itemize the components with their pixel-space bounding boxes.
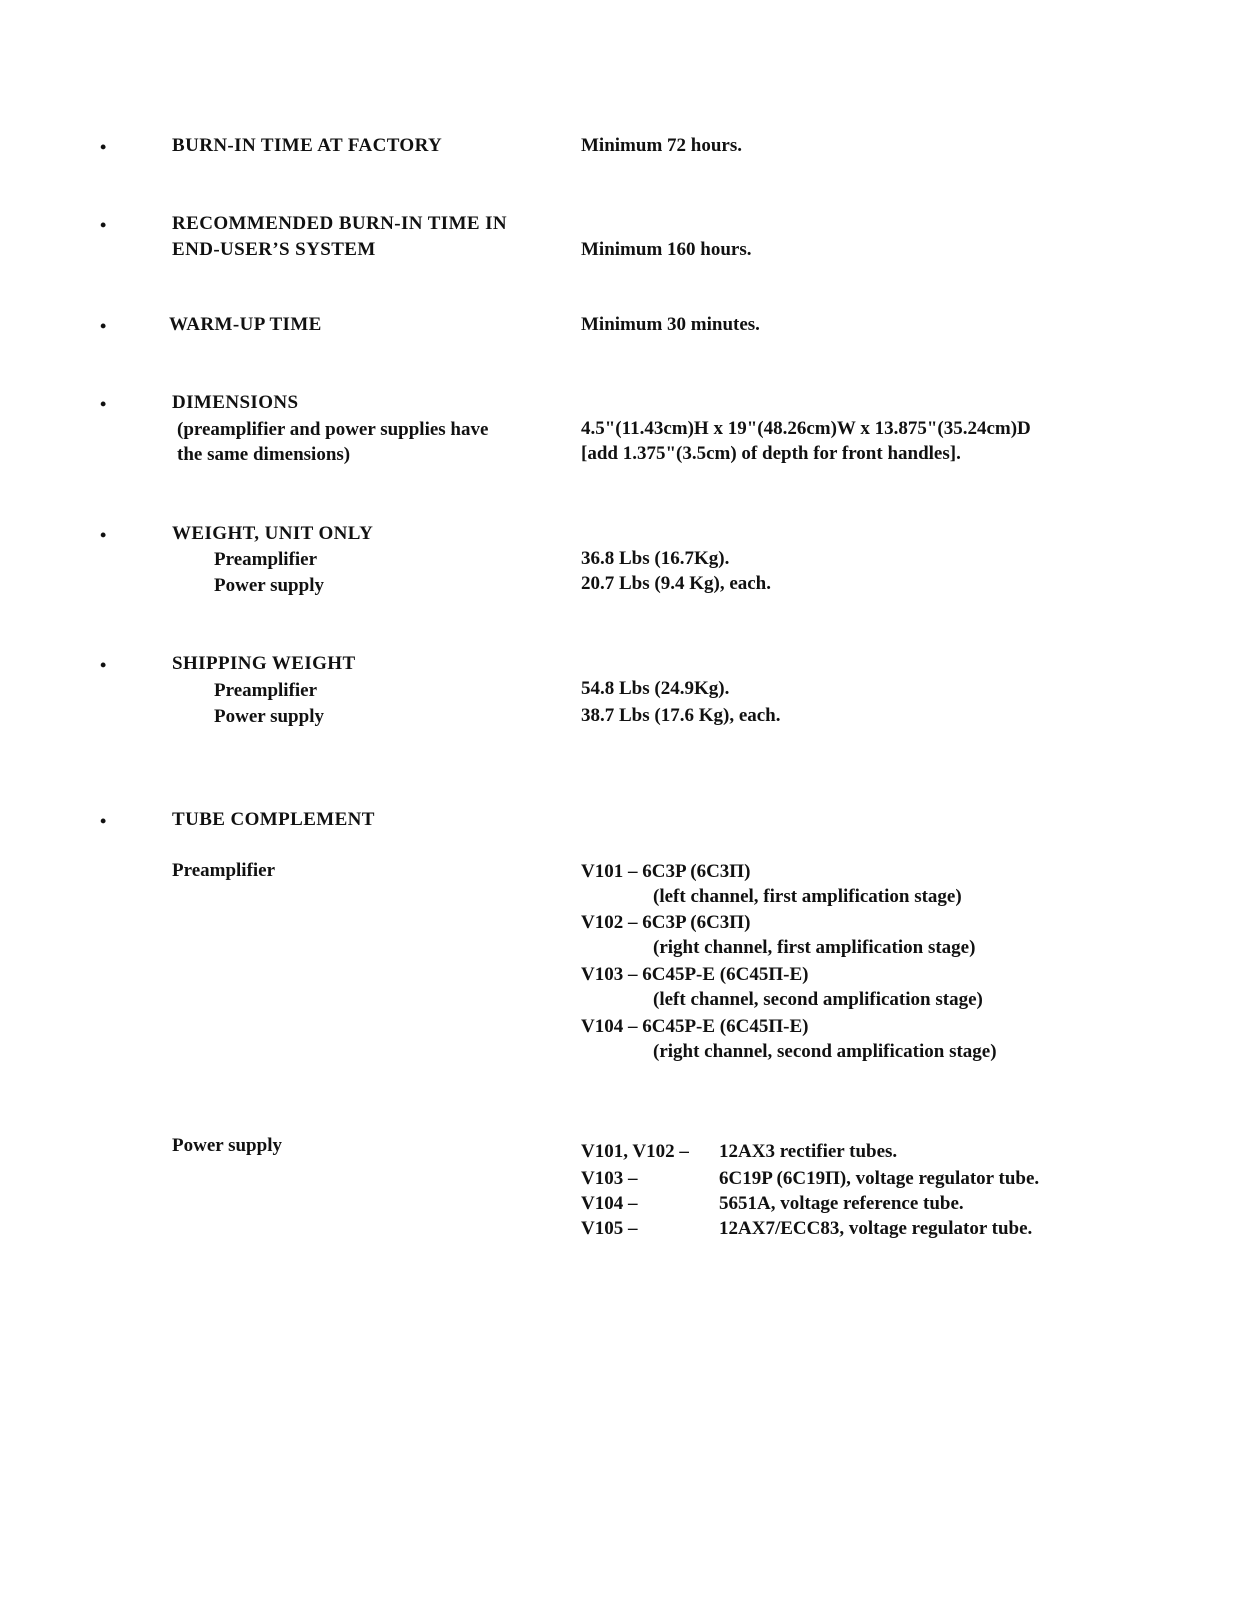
- weight-label: WEIGHT, UNIT ONLY: [172, 523, 374, 544]
- ps-tube-id: V104 –: [581, 1193, 638, 1214]
- ps-tube-desc: 12AX7/ECC83, voltage regulator tube.: [719, 1218, 1033, 1239]
- weight-preamplifier-label: Preamplifier: [214, 549, 318, 570]
- recommended-label-line1: RECOMMENDED BURN-IN TIME IN: [172, 213, 508, 234]
- pre-tube-desc: (right channel, first amplification stage): [653, 937, 976, 958]
- burn-in-value: Minimum 72 hours.: [581, 135, 742, 156]
- bullet: •: [100, 215, 107, 235]
- shipping-label: SHIPPING WEIGHT: [172, 653, 356, 674]
- dimensions-note-line1: (preamplifier and power supplies have: [177, 419, 489, 440]
- shipping-power-supply-value: 38.7 Lbs (17.6 Kg), each.: [581, 705, 781, 726]
- ps-tube-desc: 12AX3 rectifier tubes.: [719, 1141, 898, 1162]
- dimensions-label: DIMENSIONS: [172, 392, 299, 413]
- dimensions-note-line2: the same dimensions): [177, 444, 351, 465]
- ps-tube-row: [581, 1218, 1032, 1240]
- ps-tube-id: V105 –: [581, 1218, 638, 1239]
- shipping-preamplifier-value: 54.8 Lbs (24.9Kg).: [581, 678, 730, 699]
- weight-power-supply-label: Power supply: [214, 575, 324, 596]
- pre-tube-id: V101 – 6C3P (6C3П): [581, 861, 751, 882]
- tubes-label: TUBE COMPLEMENT: [172, 809, 375, 830]
- bullet: •: [100, 811, 107, 831]
- bullet: •: [100, 316, 107, 336]
- shipping-power-supply-label: Power supply: [214, 706, 324, 727]
- bullet: •: [100, 525, 107, 545]
- ps-tube-row: [581, 1193, 964, 1215]
- weight-power-supply-value: 20.7 Lbs (9.4 Kg), each.: [581, 573, 771, 594]
- ps-tube-desc: 5651A, voltage reference tube.: [719, 1193, 964, 1214]
- pre-tube-desc: (left channel, first amplification stage): [653, 886, 962, 907]
- pre-tube-id: V102 – 6C3P (6C3П): [581, 912, 751, 933]
- burn-in-label: BURN-IN TIME AT FACTORY: [172, 135, 443, 156]
- ps-tube-row: [581, 1168, 1039, 1190]
- shipping-preamplifier-label: Preamplifier: [214, 680, 318, 701]
- dimensions-value-line1: 4.5"(11.43cm)H x 19"(48.26cm)W x 13.875"(35.24cm)D: [581, 418, 1031, 439]
- ps-tube-id: V101, V102 –: [581, 1141, 689, 1162]
- tubes-preamplifier-label: Preamplifier: [172, 860, 276, 881]
- bullet: •: [100, 655, 107, 675]
- recommended-value: Minimum 160 hours.: [581, 239, 752, 260]
- bullet: •: [100, 137, 107, 157]
- ps-tube-row: [581, 1141, 897, 1163]
- pre-tube-id: V103 – 6C45P-E (6C45П-E): [581, 964, 809, 985]
- ps-tube-id: V103 –: [581, 1168, 638, 1189]
- pre-tube-desc: (right channel, second amplification stage): [653, 1041, 997, 1062]
- pre-tube-id: V104 – 6C45P-E (6C45П-E): [581, 1016, 809, 1037]
- warmup-label: WARM-UP TIME: [169, 314, 322, 335]
- pre-tube-desc: (left channel, second amplification stage): [653, 989, 983, 1010]
- warmup-value: Minimum 30 minutes.: [581, 314, 760, 335]
- weight-preamplifier-value: 36.8 Lbs (16.7Kg).: [581, 548, 730, 569]
- tubes-power-supply-label: Power supply: [172, 1135, 282, 1156]
- ps-tube-desc: 6C19P (6C19П), voltage regulator tube.: [719, 1168, 1040, 1189]
- dimensions-value-line2: [add 1.375"(3.5cm) of depth for front handles].: [581, 443, 961, 464]
- recommended-label-line2: END-USER’S SYSTEM: [172, 239, 376, 260]
- bullet: •: [100, 394, 107, 414]
